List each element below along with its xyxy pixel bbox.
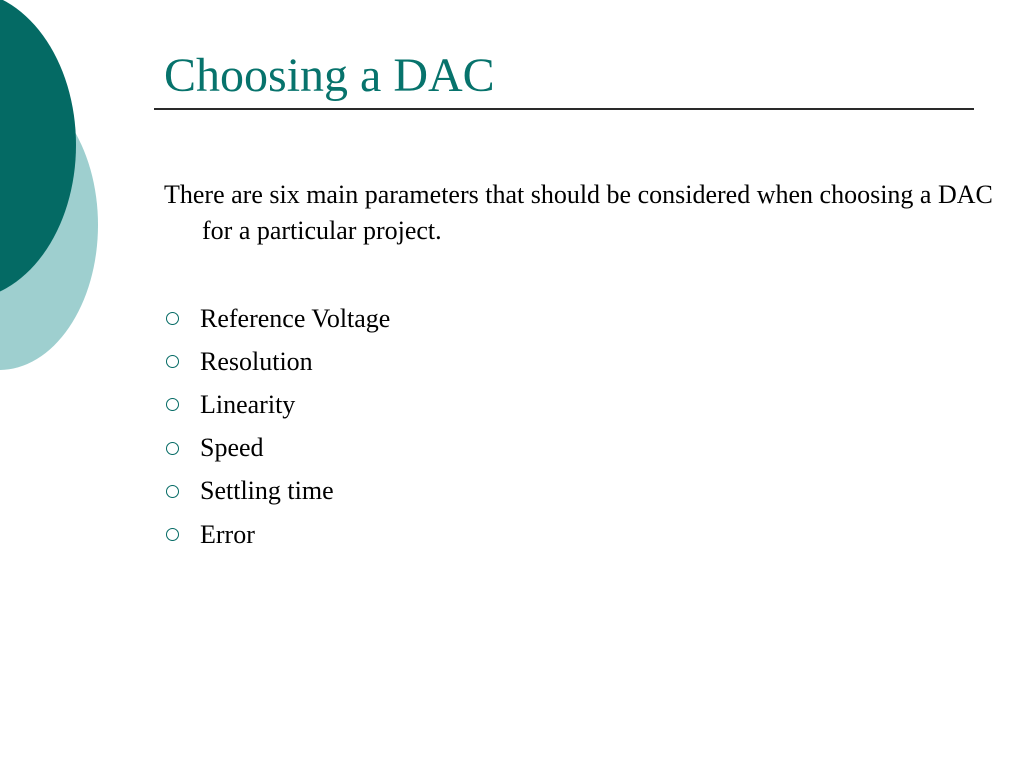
intro-paragraph: There are six main parameters that should be considered when choosing a DAC for a particular project.: [164, 180, 993, 245]
list-item: [164, 340, 390, 383]
hollow-circle-icon: [166, 355, 179, 368]
hollow-circle-icon: [166, 485, 179, 498]
title-divider: [154, 108, 974, 110]
hollow-circle-icon: [166, 442, 179, 455]
list-item-label: Reference Voltage: [200, 303, 391, 333]
list-item-label: Speed: [200, 433, 264, 463]
hollow-circle-icon: [166, 312, 179, 325]
list-item-label: Error: [200, 519, 255, 549]
slide-title: Choosing a DAC: [164, 49, 495, 102]
parameter-list: [164, 297, 390, 556]
list-item: [164, 383, 390, 426]
list-item: [164, 470, 390, 513]
list-item-label: Linearity: [200, 389, 296, 419]
hollow-circle-icon: [166, 528, 179, 541]
list-item: [164, 513, 390, 556]
list-item-label: Settling time: [200, 476, 334, 506]
list-item: [164, 427, 390, 470]
list-item-label: Resolution: [200, 346, 313, 376]
list-item: [164, 297, 390, 340]
hollow-circle-icon: [166, 398, 179, 411]
